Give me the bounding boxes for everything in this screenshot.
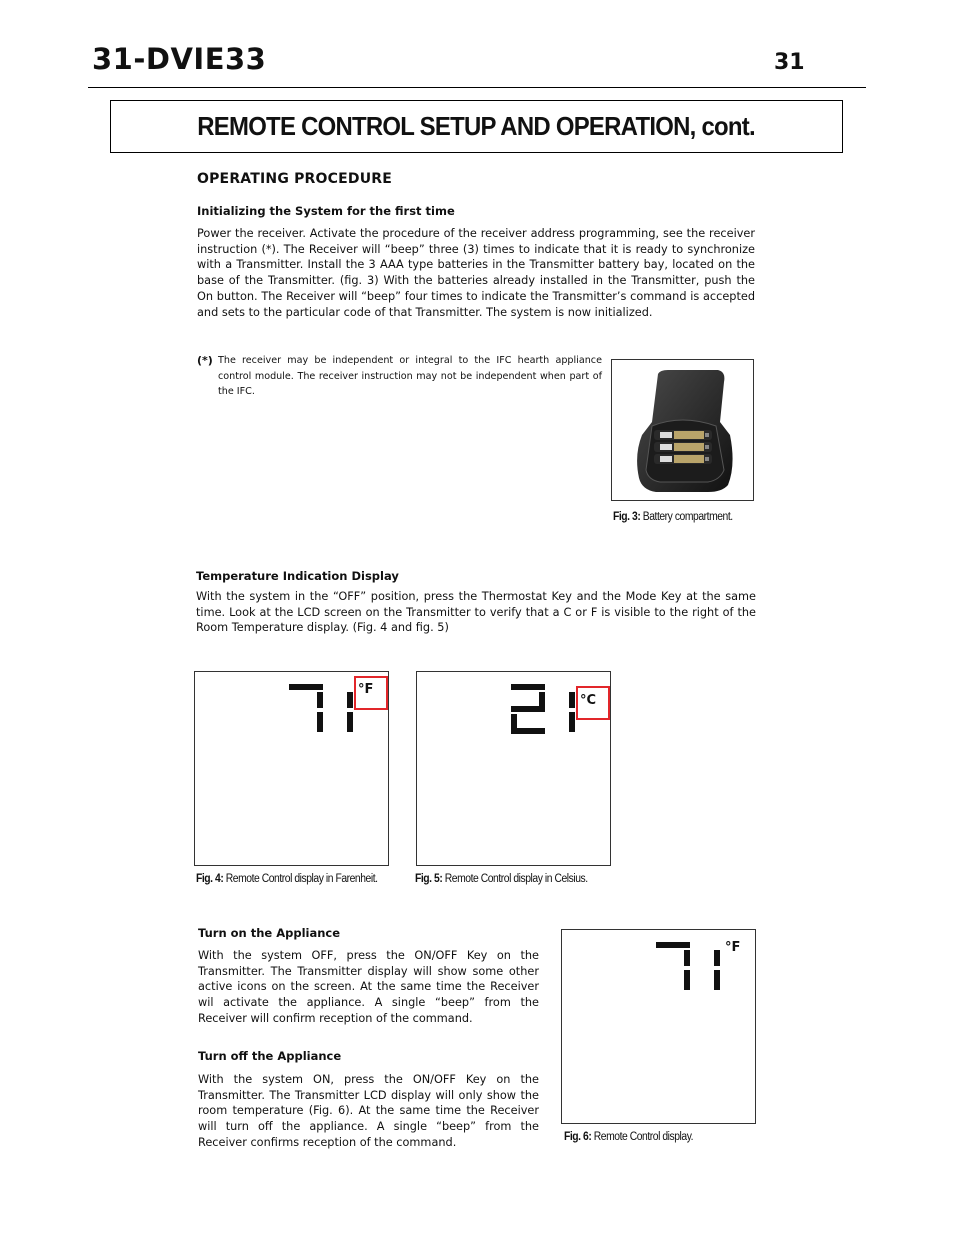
lcd-digits-71 <box>562 930 755 1123</box>
turn-on-paragraph: With the system OFF, press the ON/OFF Key on the Transmitter. The Transmitter display will show some other active icons on the screen. At the same time the Receiver wil activate the appliance. A single “beep” from the Receiver will confirm reception of the command. <box>198 949 539 1025</box>
document-model-number: 31-DVIE33 <box>92 42 267 76</box>
fig3-caption-text: Battery compartment. <box>640 511 733 523</box>
fig3-caption <box>613 511 733 523</box>
fig5-label: Fig. 5: <box>415 873 443 885</box>
fahrenheit-unit-label: °F <box>358 682 374 697</box>
fig6-caption-text: Remote Control display. <box>591 1131 694 1143</box>
fahrenheit-lcd-display <box>194 671 389 866</box>
temperature-heading: Temperature Indication Display <box>196 569 399 583</box>
fig5-caption-text: Remote Control display in Celsius. <box>442 873 588 885</box>
fig4-label: Fig. 4: <box>196 873 224 885</box>
remote-lcd-display <box>561 929 756 1124</box>
header-divider <box>88 87 866 88</box>
note-text: The receiver may be independent or integral to the IFC hearth appliance control module. The receiver instruction may not be independent when part of the IFC. <box>218 355 602 397</box>
fig4-caption <box>196 873 378 885</box>
fig6-label: Fig. 6: <box>564 1131 592 1143</box>
note-marker: (*) <box>197 354 213 367</box>
section-title: REMOTE CONTROL SETUP AND OPERATION, cont. <box>197 111 756 141</box>
fig5-caption <box>415 873 588 885</box>
fig6-caption <box>564 1131 693 1143</box>
turn-off-heading: Turn off the Appliance <box>198 1049 342 1063</box>
celsius-lcd-display <box>416 671 611 866</box>
operating-procedure-heading: OPERATING PROCEDURE <box>197 171 393 187</box>
battery-compartment-image <box>612 360 753 500</box>
fahrenheit-unit-label: °F <box>725 940 741 955</box>
turn-on-heading: Turn on the Appliance <box>198 926 341 940</box>
celsius-unit-label: °C <box>580 693 597 708</box>
init-paragraph: Power the receiver. Activate the procedure of the receiver address programming, see the receiver instruction (*). The Receiver will “beep” three (3) times to indicate that it is ready to synchronize with a Transmitter. Install the 3 AAA type batteries in the Transmitter battery bay, located on the base of the Transmitter. (fig. 3) With the batteries already installed in the Transmitter, push the On button. The Receiver will “beep” four times to indicate the Transmitter’s command is accepted and sets to the particular code of that Transmitter. The system is now initialized. <box>197 227 755 319</box>
section-title-box <box>110 100 843 153</box>
fig4-caption-text: Remote Control display in Farenheit. <box>223 873 378 885</box>
turn-off-paragraph: With the system ON, press the ON/OFF Key on the Transmitter. The Transmitter LCD display will only show the room temperature (Fig. 6). At the same time the Receiver will turn off the appliance. A single “beep” from the Receiver confirms reception of the command. <box>198 1073 539 1149</box>
fig3-label: Fig. 3: <box>613 511 641 523</box>
receiver-note <box>197 353 602 400</box>
battery-icon <box>654 430 712 464</box>
temperature-paragraph: With the system in the “OFF” position, press the Thermostat Key and the Mode Key at the same time. Look at the LCD screen on the Transmitter to verify that a C or F is visible to the right of the Room Temperature display. (Fig. 4 and fig. 5) <box>196 590 756 635</box>
init-heading: Initializing the System for the first time <box>197 204 455 218</box>
battery-compartment-photo <box>611 359 754 501</box>
page-number: 31 <box>774 50 805 75</box>
